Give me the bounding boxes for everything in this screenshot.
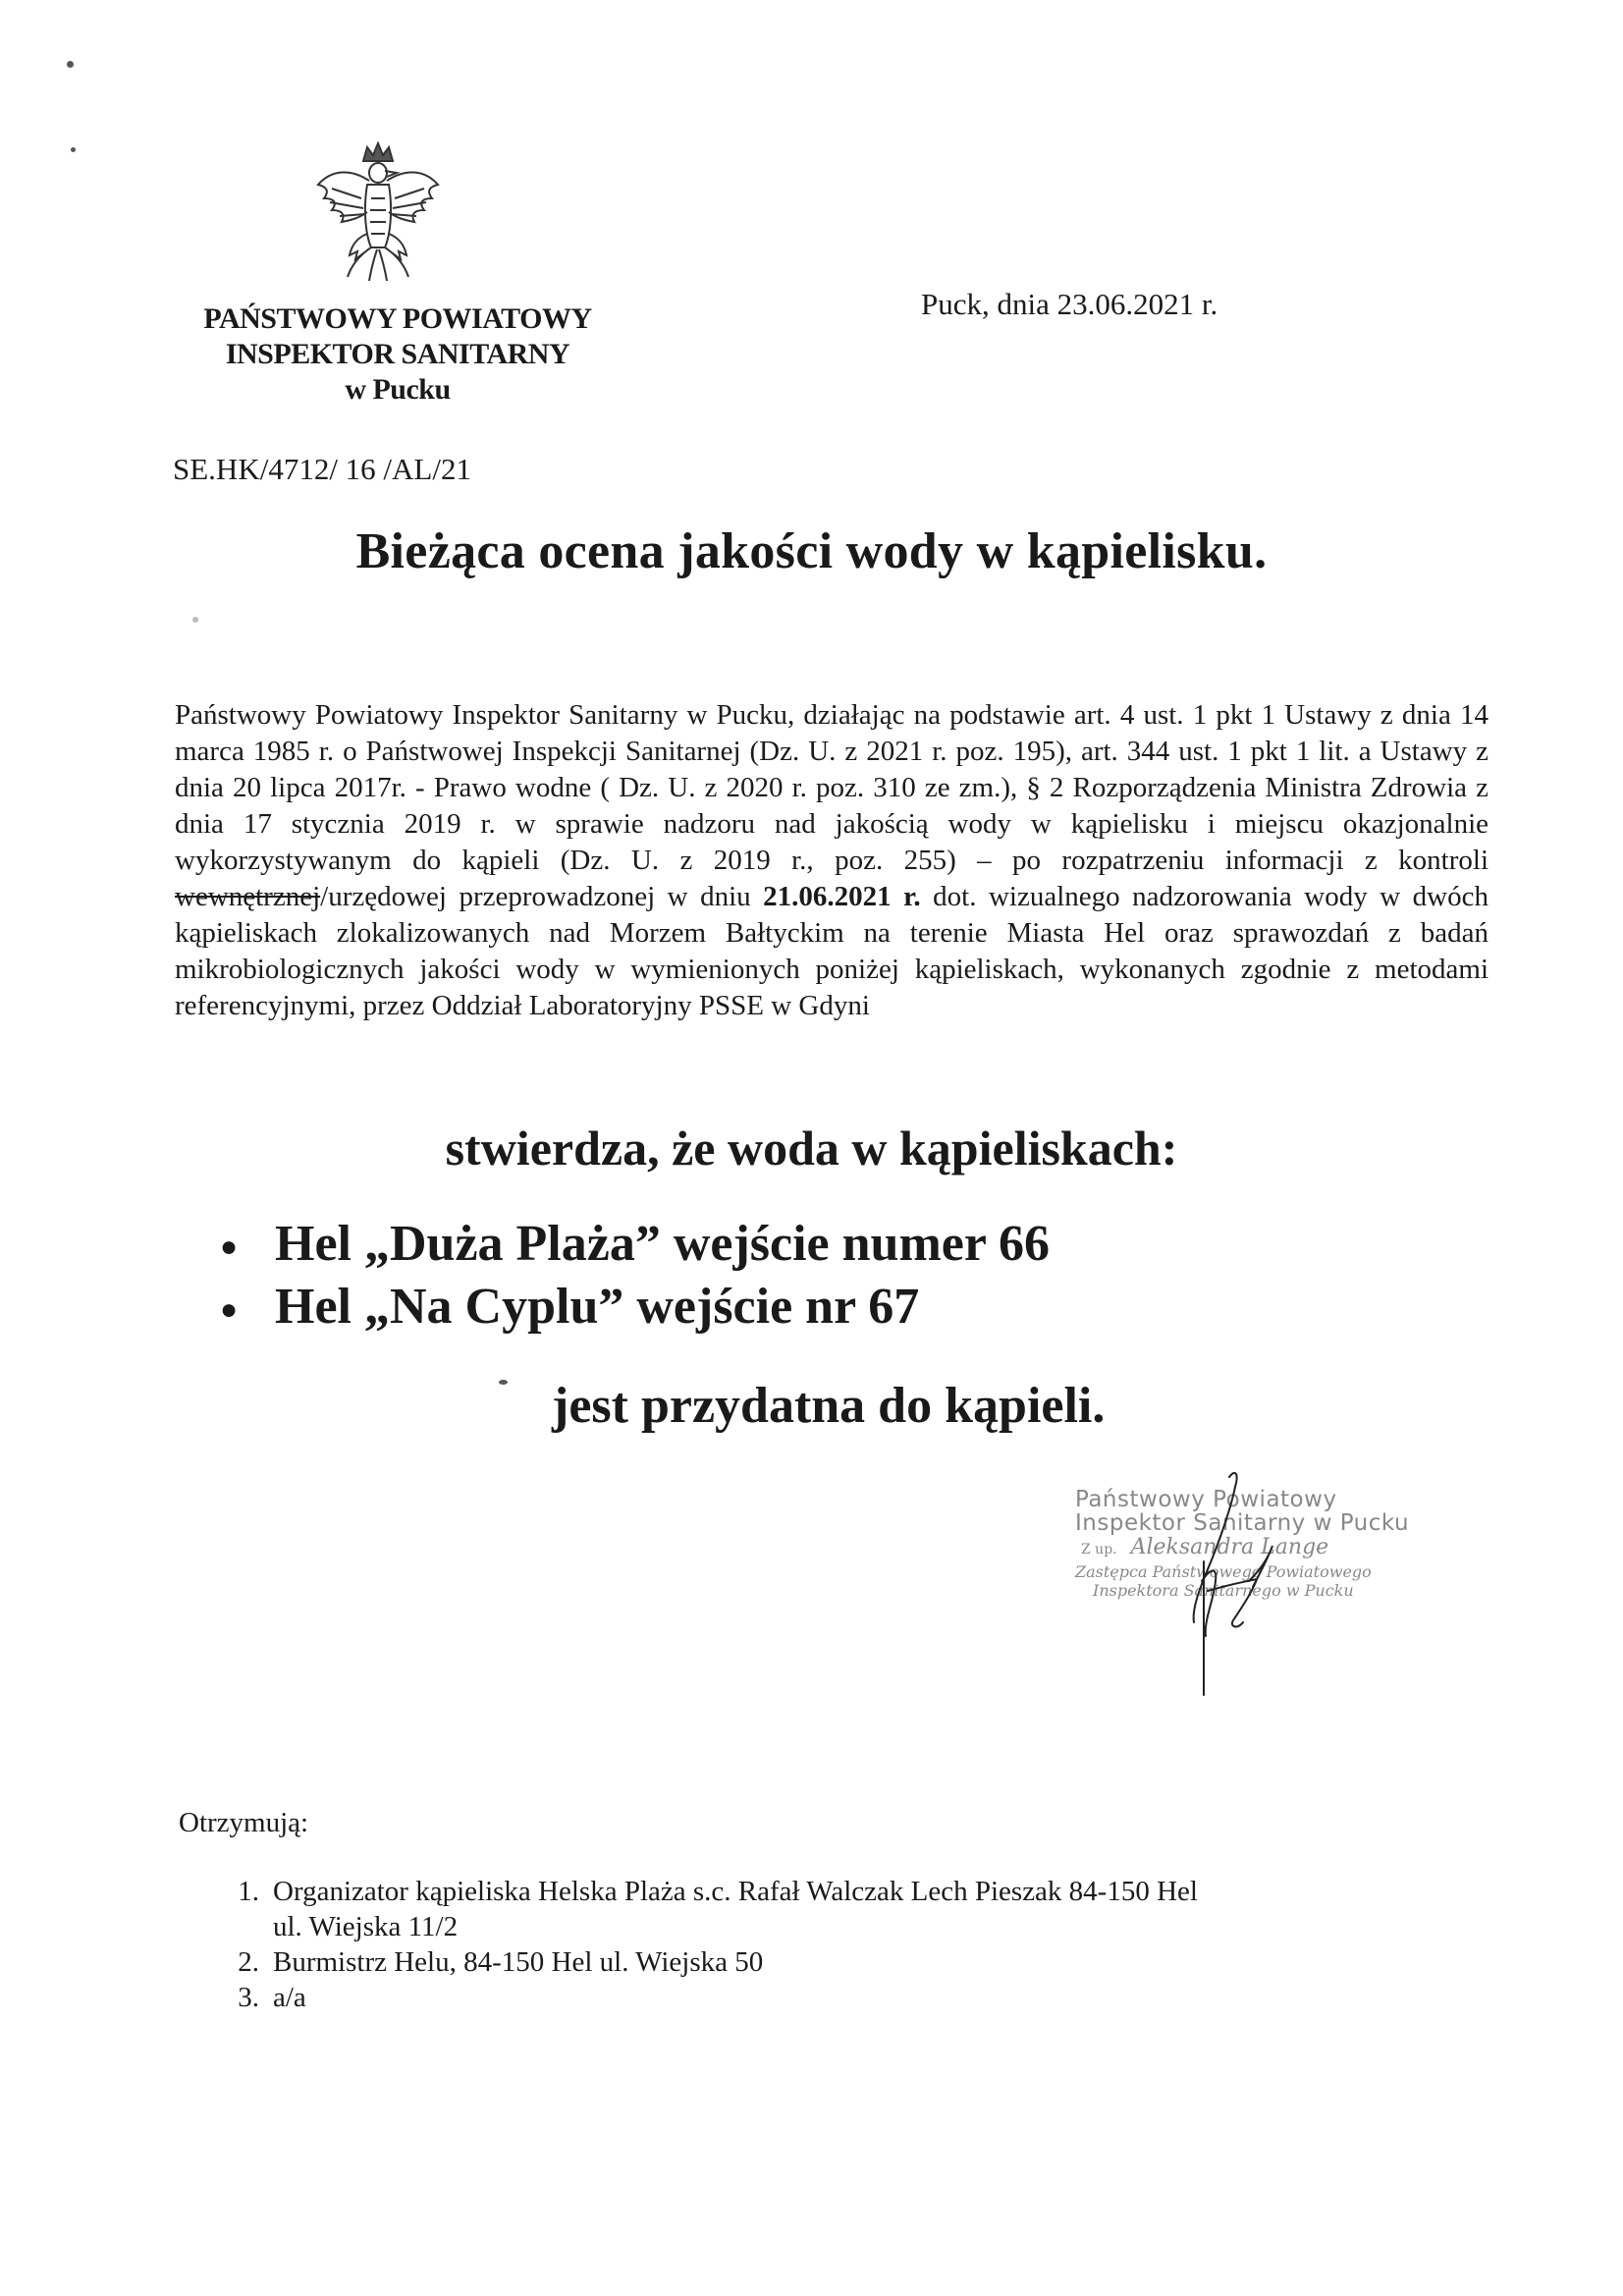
body-part-1: Państwowy Powiatowy Inspektor Sanitarny w Pucku, działając na podstawie art. 4 ust. 1 pkt 1 Ustawy z dnia 14 marca 1985 r. o Państwowej Inspekcji Sanitarnej (Dz. U. z 2021 r. poz. 195), art. 344 ust. 1 pkt 1 lit. a Ustawy z dnia 20 lipca 2017r. - Prawo wodne ( Dz. U. z 2020 r. poz. 310 ze zm.), § 2 Rozporządzenia Ministra Zdrowia z dnia 17 stycznia 2019 r. w sprawie nadzoru nad jakością wody w kąpielisku i miejscu okazjonalnie wykorzystywanym do kąpieli (Dz. U. z 2019 r., poz. 255) – po rozpatrzeniu informacji z kontroli [175, 699, 1488, 876]
recipient-line: a/a [273, 1982, 306, 2013]
list-item [175, 1980, 1198, 2015]
issuer-line-1: PAŃSTWOWY POWIATOWY [203, 302, 592, 335]
list-item [218, 1213, 1050, 1276]
item-number: 1. [238, 1876, 259, 1907]
bullet-icon: ● [220, 1230, 239, 1263]
body-paragraph [175, 697, 1488, 1024]
list-item [218, 1276, 1050, 1339]
list-item [175, 1874, 1198, 1944]
issuer-header [162, 301, 633, 408]
beach-name: Hel „Na Cyplu” wejście nr 67 [275, 1279, 920, 1335]
item-number: 3. [238, 1982, 259, 2013]
place-date: Puck, dnia 23.06.2021 r. [921, 287, 1218, 321]
scan-speck [71, 147, 76, 152]
body-part-2: /urzędowej przeprowadzonej w dniu [320, 881, 764, 912]
list-item [175, 1944, 1198, 1980]
scan-speck [192, 617, 198, 623]
reference-number: SE.HK/4712/ 16 /AL/21 [173, 452, 471, 486]
handwritten-signature [1159, 1463, 1306, 1699]
recipients-label: Otrzymują: [179, 1807, 309, 1838]
recipients-list [175, 1874, 1198, 2015]
beach-list [218, 1213, 1050, 1339]
scan-speck [67, 61, 74, 68]
stamp-line-1: Państwowy Powiatowy [1075, 1487, 1337, 1512]
verdict-heading: stwierdza, że woda w kąpieliskach: [445, 1121, 1178, 1175]
stamp-zup: Z up. [1081, 1542, 1117, 1558]
recipient-line: Burmistrz Helu, 84-150 Hel ul. Wiejska 50 [273, 1946, 764, 1978]
beach-name: Hel „Duża Plaża” wejście numer 66 [275, 1216, 1050, 1272]
stamp-line-5: Inspektora Sanitarnego w Pucku [1093, 1581, 1354, 1600]
eagle-emblem-icon [312, 139, 444, 283]
scan-speck [499, 1380, 508, 1385]
stamp-name: Aleksandra Lange [1130, 1535, 1329, 1559]
item-number: 2. [238, 1946, 259, 1978]
recipient-line: Organizator kąpieliska Helska Plaża s.c. Rafał Walczak Lech Pieszak 84-150 Hel [273, 1876, 1198, 1907]
stamp-line-4: Zastępca Państwowego Powiatowego [1075, 1562, 1372, 1581]
bullet-icon: ● [220, 1293, 239, 1326]
body-part-3: dot. wizualnego nadzorowania wody w dwóch kąpieliskach zlokalizowanych nad Morzem Bałtyckim na terenie Miasta Hel oraz sprawozdań z badań mikrobiologicznych jakości wody w wymienionych poniżej kąpieliskach, wykonanych zgodnie z metodami referencyjnymi, przez Oddział Laboratoryjny PSSE w Gdyni [175, 881, 1488, 1021]
document-title: Bieżąca ocena jakości wody w kąpielisku. [355, 523, 1268, 579]
stamp-line-2: Inspektor Sanitarny w Pucku [1075, 1510, 1410, 1536]
recipient-line: ul. Wiejska 11/2 [273, 1911, 459, 1942]
inspection-date: 21.06.2021 r. [763, 881, 921, 912]
body-struck-word: wewnętrznej [175, 881, 321, 912]
conclusion: jest przydatna do kąpieli. [552, 1378, 1106, 1434]
issuer-line-2: INSPEKTOR SANITARNY [225, 338, 570, 370]
issuer-line-3: w Pucku [345, 373, 451, 406]
